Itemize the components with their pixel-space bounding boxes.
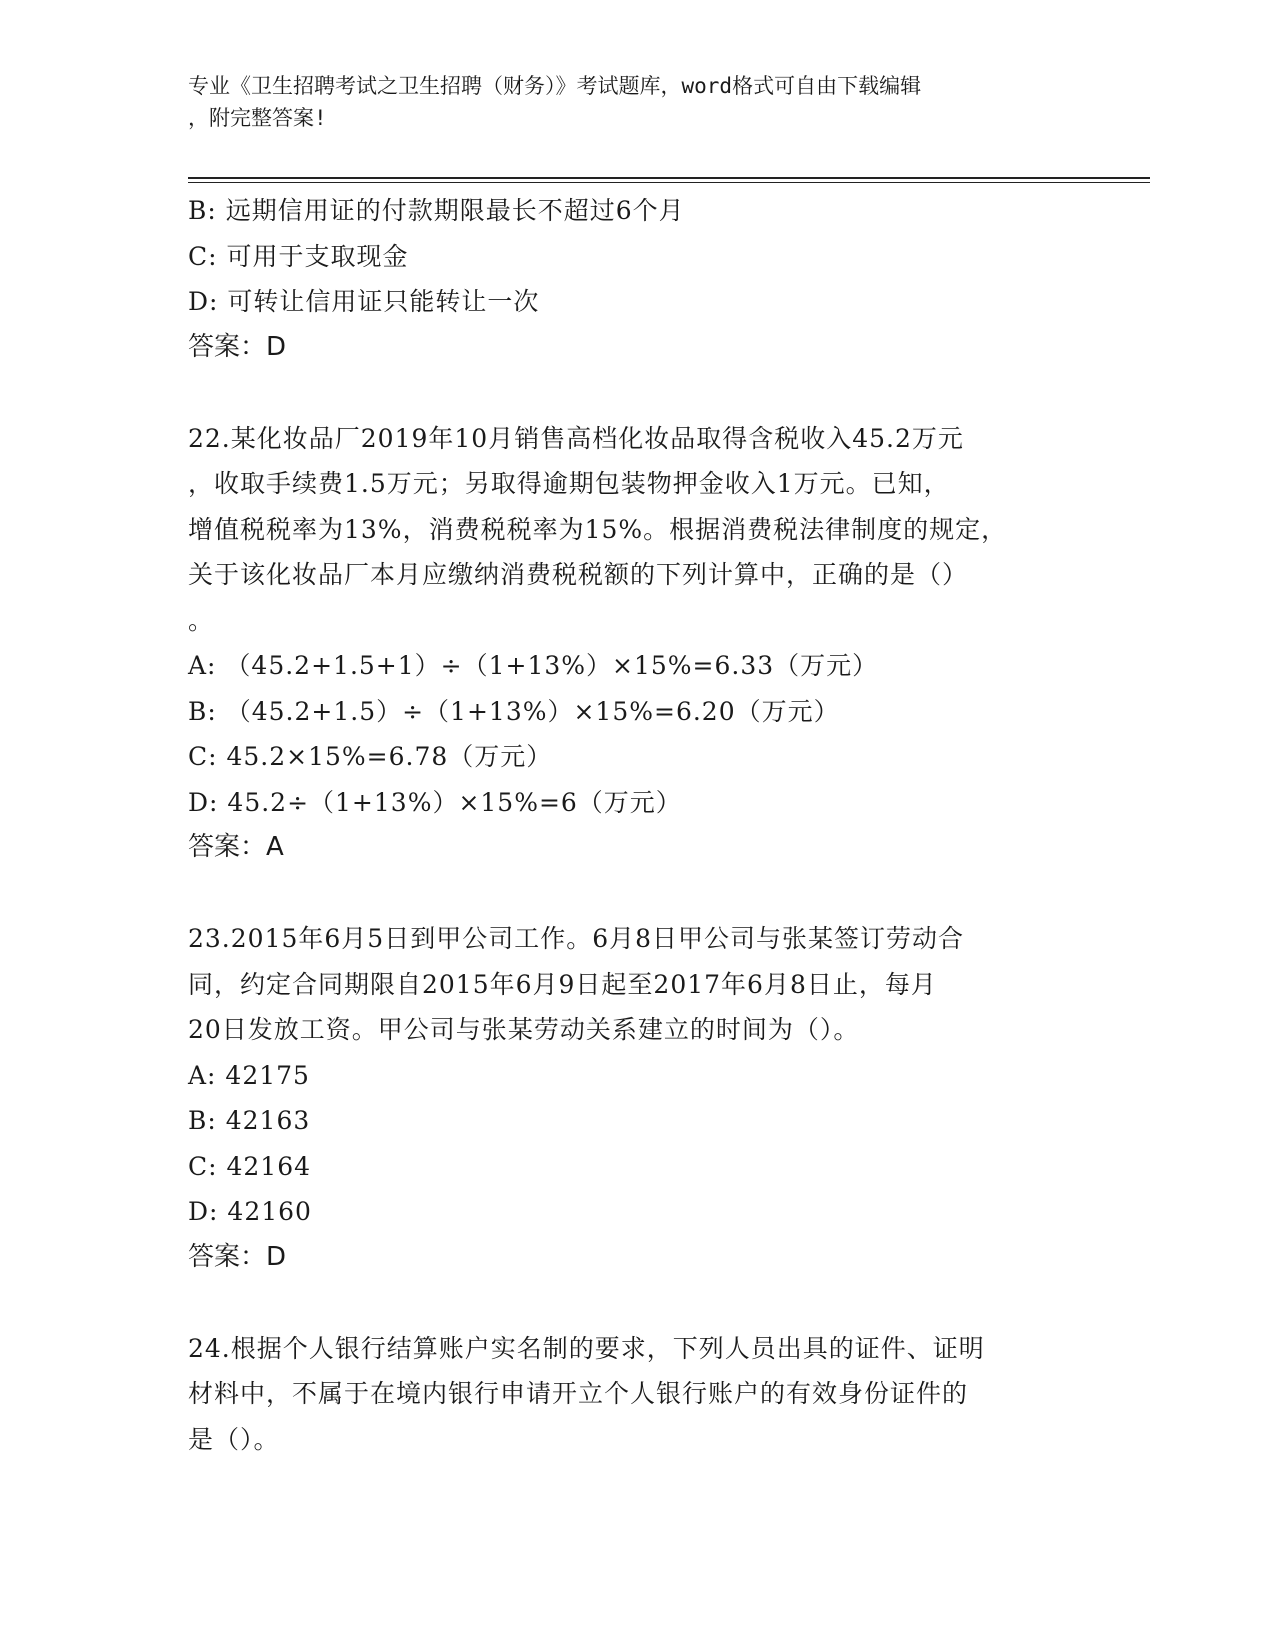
answer: 答案：A bbox=[188, 832, 284, 862]
question-stem-line: 是（）。 bbox=[188, 1424, 280, 1454]
option-b: B: 远期信用证的付款期限最长不超过6个月 bbox=[188, 196, 685, 225]
question-stem-line: 22.某化妆品厂2019年10月销售高档化妆品取得含税收入45.2万元 bbox=[188, 423, 964, 453]
answer: 答案：D bbox=[188, 331, 287, 362]
header-line: 专业《卫生招聘考试之卫生招聘（财务）》考试题库，word格式可自由下载编辑 bbox=[188, 74, 922, 98]
question-stem-line: 23.2015年6月5日到甲公司工作。6月8日甲公司与张某签订劳动合 bbox=[188, 924, 965, 953]
question-stem-line: 同，约定合同期限自2015年6月9日起至2017年6月8日止，每月 bbox=[188, 969, 937, 999]
option-b: B: （45.2+1.5）÷（1+13%）×15%=6.20（万元） bbox=[188, 696, 840, 726]
option-a: A: （45.2+1.5+1）÷（1+13%）×15%=6.33（万元） bbox=[188, 651, 879, 680]
option-d: D: 可转让信用证只能转让一次 bbox=[188, 287, 540, 316]
question-stem-line: 。 bbox=[188, 605, 215, 635]
document-header bbox=[188, 70, 1068, 134]
question-21 bbox=[188, 188, 1088, 370]
option-c: C: 可用于支取现金 bbox=[188, 241, 409, 271]
answer: 答案：D bbox=[188, 1241, 287, 1272]
question-stem-line: 20日发放工资。甲公司与张某劳动关系建立的时间为（）。 bbox=[188, 1015, 860, 1044]
question-content bbox=[188, 188, 1088, 1462]
question-stem-line: 24.根据个人银行结算账户实名制的要求，下列人员出具的证件、证明 bbox=[188, 1333, 985, 1363]
header-divider-thin bbox=[188, 182, 1150, 183]
option-d: D: 42160 bbox=[188, 1197, 312, 1226]
question-22 bbox=[188, 416, 1088, 871]
option-a: A: 42175 bbox=[188, 1060, 310, 1090]
question-stem-line: 材料中，不属于在境内银行申请开立个人银行账户的有效身份证件的 bbox=[188, 1379, 969, 1408]
question-24 bbox=[188, 1326, 1088, 1463]
question-stem-line: ，收取手续费1.5万元；另取得逾期包装物押金收入1万元。已知， bbox=[188, 469, 950, 498]
option-c: C: 45.2×15%=6.78（万元） bbox=[188, 742, 553, 771]
question-stem-line: 增值税税率为13%，消费税税率为15%。根据消费税法律制度的规定， bbox=[188, 514, 1008, 544]
header-line: ，附完整答案! bbox=[188, 106, 327, 130]
option-b: B: 42163 bbox=[188, 1106, 311, 1135]
header-divider bbox=[188, 177, 1150, 179]
option-d: D: 45.2÷（1+13%）×15%=6（万元） bbox=[188, 787, 682, 817]
question-23 bbox=[188, 916, 1088, 1280]
question-stem-line: 关于该化妆品厂本月应缴纳消费税税额的下列计算中，正确的是（） bbox=[188, 560, 969, 589]
option-c: C: 42164 bbox=[188, 1151, 312, 1181]
